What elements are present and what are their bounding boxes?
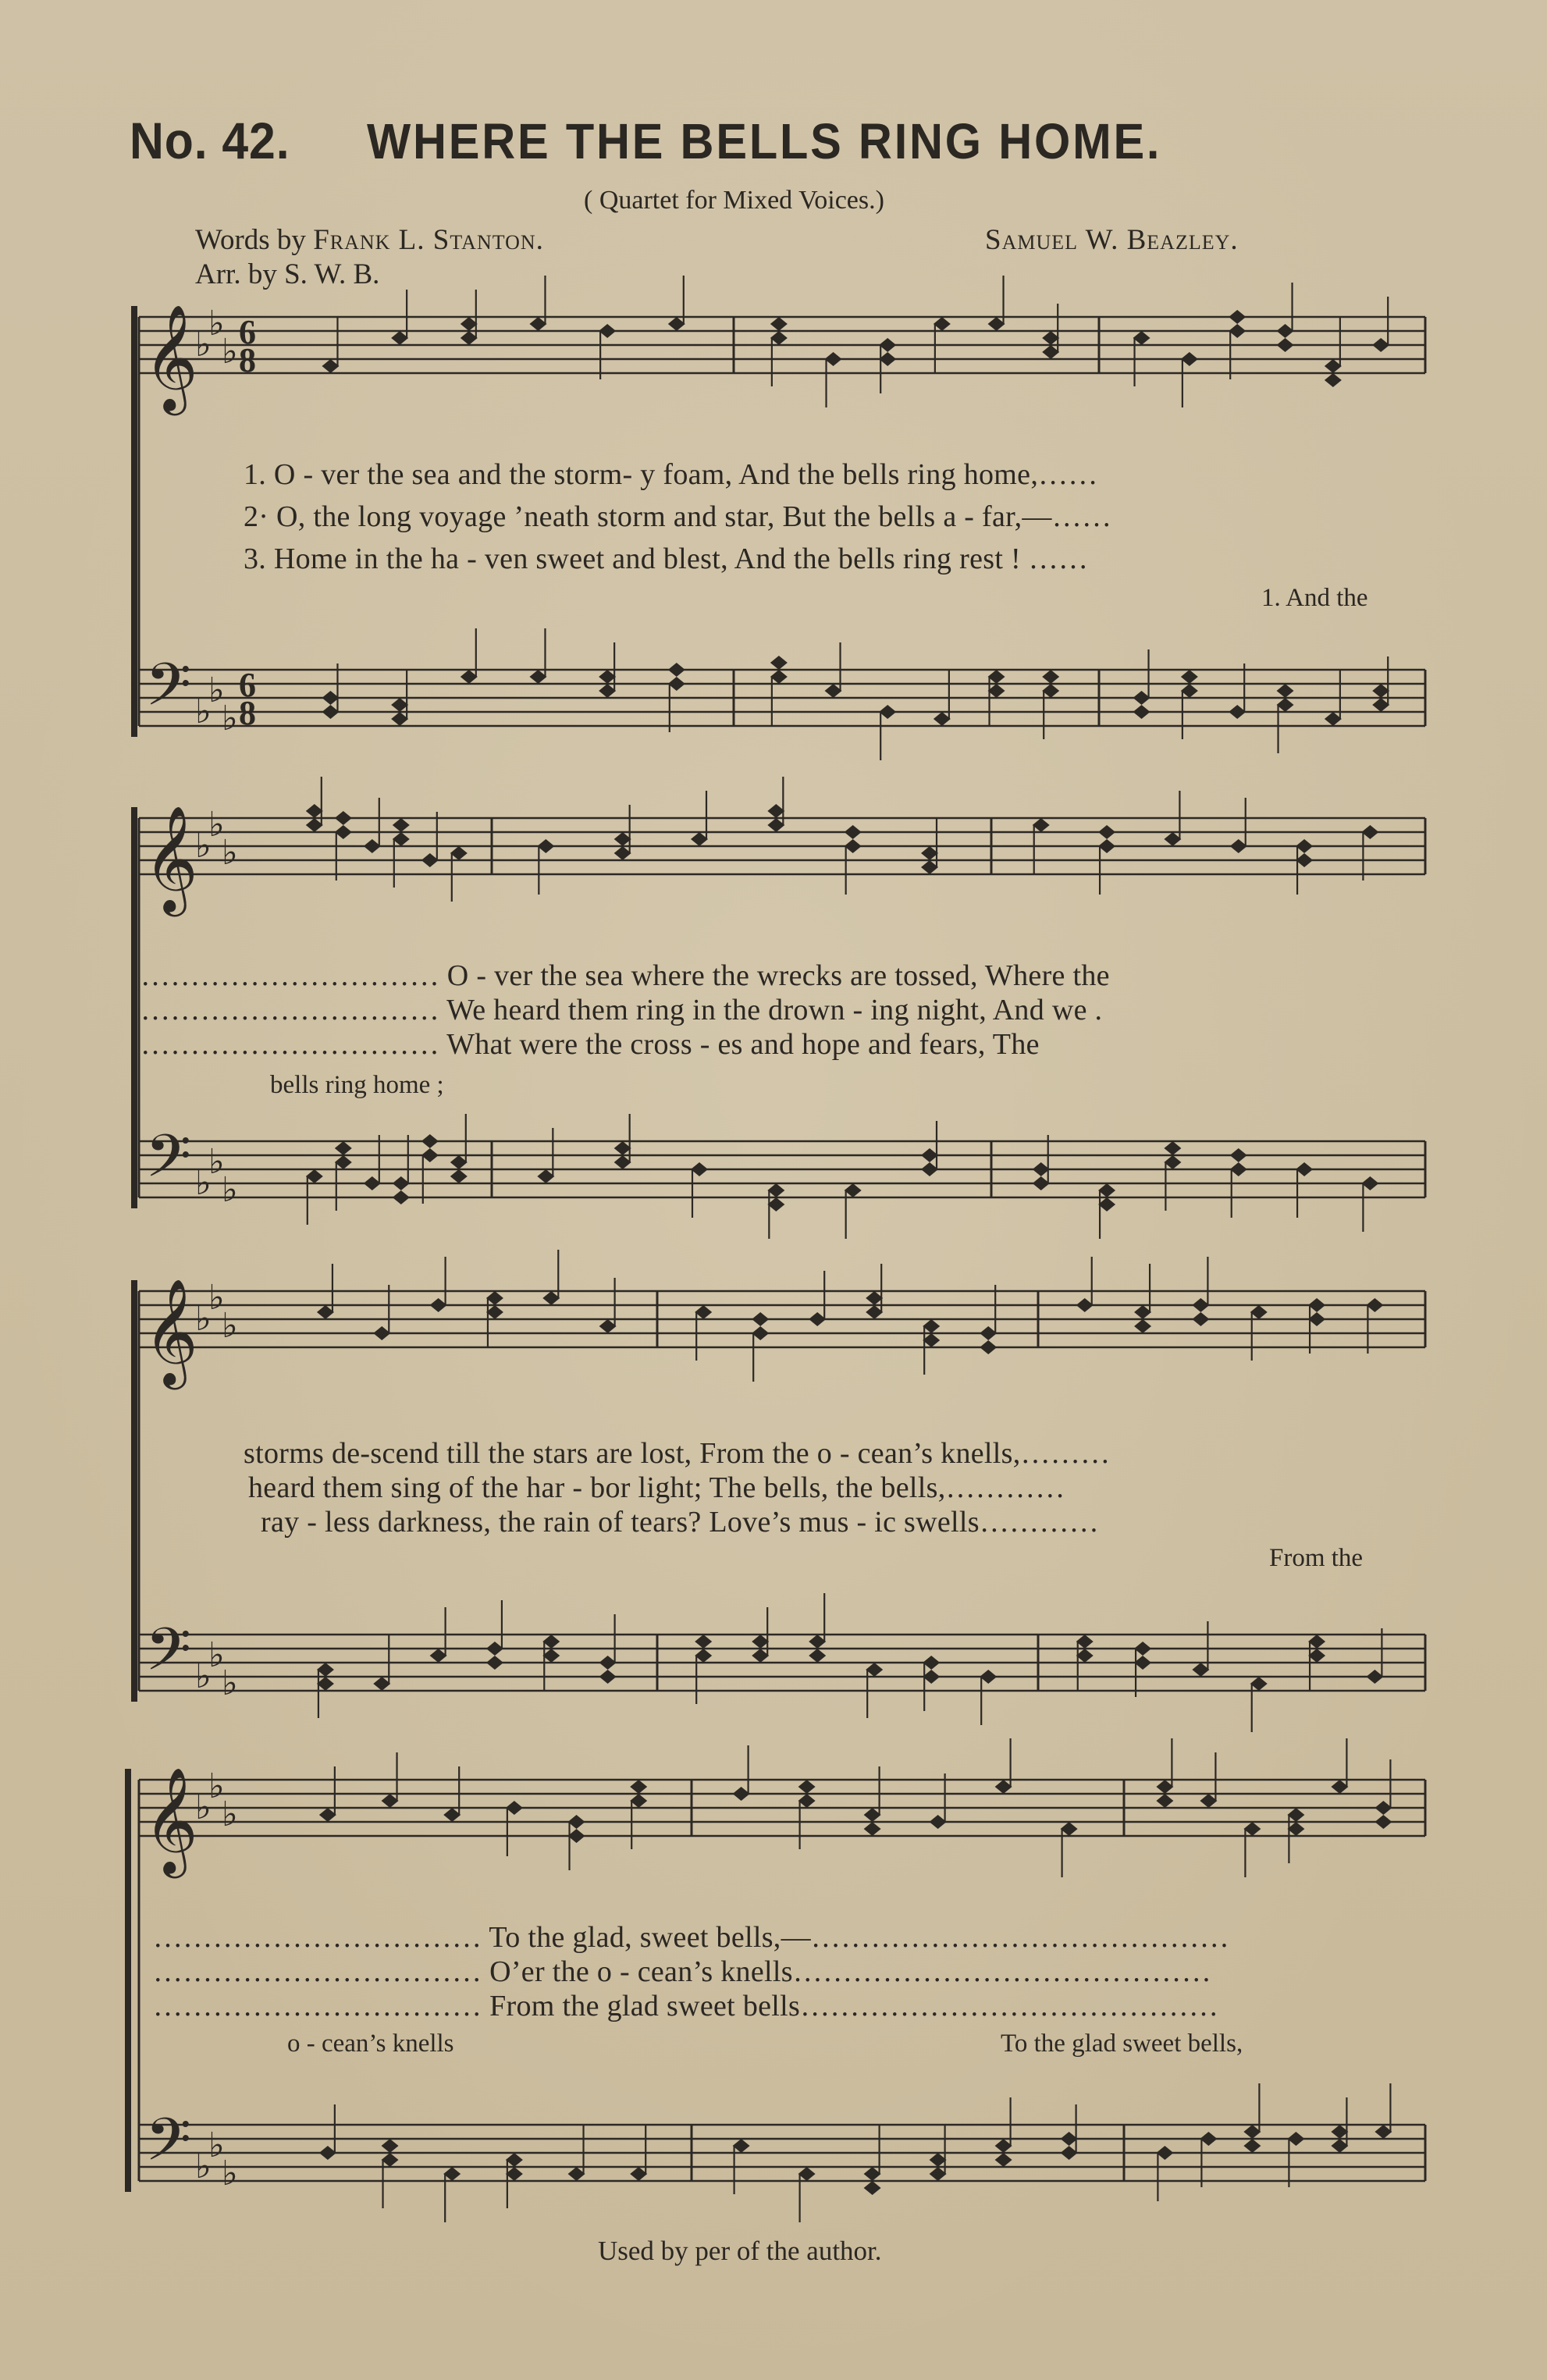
note-head	[1331, 2139, 1348, 2153]
note-head	[1181, 684, 1198, 698]
flat-icon: ♭	[222, 1170, 238, 1210]
system-3-verse-3: ray - less darkness, the rain of tears? Love’s mus - ic swells…………	[261, 1506, 1100, 1539]
note-head	[923, 1656, 940, 1670]
note-head	[486, 1656, 503, 1670]
note-head	[542, 1635, 560, 1649]
note-head	[995, 2139, 1012, 2153]
note-head	[450, 1155, 468, 1169]
note-head	[1375, 2125, 1392, 2139]
note-head	[322, 691, 339, 705]
note-head	[845, 825, 862, 839]
note-head	[630, 1780, 647, 1794]
system-3-verse-1: storms de-scend till the stars are lost, From the o - cean’s knells,………	[244, 1437, 1111, 1470]
note-head	[1098, 1183, 1115, 1197]
note-head	[866, 1305, 883, 1319]
note-head	[1372, 338, 1389, 352]
system-1-verse-2: 2· O, the long voyage ’neath storm and star, But the bells a - far,—……	[244, 500, 1112, 533]
note-head	[1181, 670, 1198, 684]
flat-icon: ♭	[208, 2126, 225, 2165]
flat-icon: ♭	[208, 1278, 225, 1318]
note-head	[319, 2146, 336, 2160]
note-head	[1296, 839, 1313, 853]
note-head	[988, 317, 1005, 331]
note-head	[1243, 2125, 1261, 2139]
note-head	[1361, 825, 1378, 839]
note-head	[980, 1670, 997, 1684]
flat-icon: ♭	[208, 1635, 225, 1675]
note-head	[393, 1176, 410, 1190]
note-head	[1277, 338, 1294, 352]
note-head	[542, 1649, 560, 1663]
note-head	[1366, 1298, 1383, 1312]
note-head	[443, 2167, 461, 2181]
note-head	[866, 1663, 883, 1677]
note-head	[542, 1291, 560, 1305]
treble-clef-icon: 𝄞	[144, 303, 198, 411]
note-head	[1229, 324, 1246, 338]
note-head	[317, 1677, 334, 1691]
treble-clef-icon: 𝄞	[144, 1277, 198, 1385]
note-head	[450, 1169, 468, 1183]
note-head	[845, 1183, 862, 1197]
note-head	[668, 677, 685, 691]
note-head	[1156, 2146, 1173, 2160]
flat-icon: ♭	[222, 2154, 238, 2193]
note-head	[1308, 1312, 1325, 1326]
bass-clef-icon: 𝄢	[145, 650, 192, 734]
note-head	[1331, 1780, 1348, 1794]
note-head	[752, 1649, 769, 1663]
note-head	[1200, 2132, 1217, 2146]
note-head	[421, 1148, 439, 1162]
note-head	[1164, 1155, 1181, 1169]
note-head	[1375, 1815, 1392, 1829]
note-head	[1372, 698, 1389, 712]
note-head	[1076, 1649, 1094, 1663]
note-head	[599, 1656, 617, 1670]
note-head	[393, 832, 410, 846]
note-head	[506, 1801, 523, 1815]
permission-note: Used by per of the author.	[598, 2236, 882, 2266]
note-head	[322, 359, 339, 373]
note-head	[1134, 1305, 1151, 1319]
note-head	[733, 2139, 750, 2153]
note-head	[568, 1815, 585, 1829]
note-head	[335, 825, 352, 839]
flat-icon: ♭	[195, 325, 212, 365]
note-head	[1325, 712, 1342, 726]
note-head	[995, 2153, 1012, 2167]
note-head	[1230, 839, 1247, 853]
note-head	[599, 324, 616, 338]
note-head	[1181, 352, 1198, 366]
note-head	[630, 2167, 647, 2181]
bass-clef-icon: 𝄢	[145, 2105, 192, 2189]
note-head	[825, 352, 842, 366]
note-head	[1250, 1305, 1268, 1319]
note-head	[1229, 310, 1246, 324]
flat-icon: ♭	[222, 699, 238, 738]
note-head	[767, 818, 784, 832]
note-head	[691, 832, 708, 846]
note-head	[752, 1312, 769, 1326]
flat-icon: ♭	[222, 332, 238, 372]
note-head	[599, 684, 616, 698]
note-head	[335, 811, 352, 825]
note-head	[923, 1670, 940, 1684]
note-head	[845, 839, 862, 853]
system-4-cue-right: To the glad sweet bells,	[1001, 2030, 1243, 2058]
note-head	[568, 2167, 585, 2181]
note-head	[980, 1340, 997, 1354]
note-head	[614, 1155, 631, 1169]
note-head	[1230, 1162, 1247, 1176]
note-head	[1250, 1677, 1268, 1691]
note-head	[825, 684, 842, 698]
note-head	[1042, 345, 1059, 359]
system-bracket	[131, 306, 137, 737]
note-head	[306, 1169, 323, 1183]
note-head	[1229, 705, 1246, 719]
time-signature-top: 6	[239, 666, 256, 704]
note-head	[450, 846, 468, 860]
words-by-label: Words by	[195, 224, 306, 256]
note-head	[373, 1677, 390, 1691]
flat-icon: ♭	[195, 1656, 212, 1696]
note-head	[1200, 1794, 1217, 1808]
flat-icon: ♭	[208, 1766, 225, 1806]
system-2-verse-3: ………………………… What were the cross - es and hope and fears, The	[140, 1028, 1040, 1061]
note-head	[1243, 1822, 1261, 1836]
note-head	[486, 1642, 503, 1656]
note-head	[537, 839, 554, 853]
flat-icon: ♭	[195, 2147, 212, 2186]
note-head	[1277, 698, 1294, 712]
note-head	[1372, 684, 1389, 698]
note-head	[1296, 1162, 1313, 1176]
note-head	[630, 1794, 647, 1808]
note-head	[1042, 684, 1059, 698]
system-2-verse-2: ………………………… We heard them ring in the drown - ing night, And we .	[140, 994, 1103, 1026]
bass-clef-icon: 𝄢	[145, 1615, 192, 1699]
note-head	[866, 1291, 883, 1305]
note-head	[364, 839, 381, 853]
note-head	[770, 656, 788, 670]
system-1-verse-3: 3. Home in the ha - ven sweet and blest, And the bells ring rest ! ……	[244, 543, 1089, 575]
system-2-verse-1: ………………………… O - ver the sea where the wrecks are tossed, Where the	[140, 959, 1110, 992]
note-head	[1134, 1656, 1151, 1670]
note-head	[461, 670, 478, 684]
note-head	[767, 1197, 784, 1211]
note-head	[391, 331, 408, 345]
note-head	[443, 1808, 461, 1822]
time-signature-top: 6	[239, 313, 256, 351]
note-head	[599, 1319, 617, 1333]
flat-icon: ♭	[208, 304, 225, 343]
note-head	[1098, 825, 1115, 839]
note-head	[767, 804, 784, 818]
system-3-verse-2: heard them sing of the har - bor light; The bells, the bells,…………	[248, 1471, 1065, 1504]
note-head	[995, 1780, 1012, 1794]
bass-clef-icon: 𝄢	[145, 1122, 192, 1205]
note-head	[668, 317, 685, 331]
note-head	[1243, 2139, 1261, 2153]
treble-clef-icon: 𝄞	[144, 804, 198, 912]
note-head	[864, 2167, 881, 2181]
note-head	[1192, 1298, 1209, 1312]
note-head	[1308, 1298, 1325, 1312]
system-1-cue: 1. And the	[1261, 584, 1368, 612]
note-head	[599, 1670, 617, 1684]
flat-icon: ♭	[195, 692, 212, 731]
note-head	[1277, 684, 1294, 698]
note-head	[537, 1169, 554, 1183]
note-head	[1033, 1176, 1050, 1190]
note-head	[1366, 1670, 1383, 1684]
note-head	[529, 317, 546, 331]
flat-icon: ♭	[222, 833, 238, 873]
note-head	[934, 317, 951, 331]
note-head	[1296, 853, 1313, 867]
note-head	[1134, 1319, 1151, 1333]
note-head	[695, 1649, 712, 1663]
note-head	[879, 338, 896, 352]
note-head	[934, 712, 951, 726]
note-head	[317, 1663, 334, 1677]
note-head	[614, 832, 631, 846]
note-head	[1308, 1635, 1325, 1649]
note-head	[695, 1305, 712, 1319]
note-head	[393, 1190, 410, 1204]
note-head	[752, 1326, 769, 1340]
note-head	[930, 2167, 947, 2181]
note-head	[1287, 1808, 1304, 1822]
note-head	[306, 818, 323, 832]
note-head	[382, 2139, 399, 2153]
note-head	[1042, 670, 1059, 684]
note-head	[1061, 2146, 1078, 2160]
note-head	[809, 1312, 826, 1326]
note-head	[1134, 1642, 1151, 1656]
note-head	[921, 846, 938, 860]
note-head	[1325, 373, 1342, 387]
note-head	[691, 1162, 708, 1176]
hymn-title: WHERE THE BELLS RING HOME.	[367, 113, 1162, 169]
note-head	[421, 853, 439, 867]
note-head	[1098, 1197, 1115, 1211]
note-head	[980, 1326, 997, 1340]
note-head	[391, 712, 408, 726]
note-head	[1361, 1176, 1378, 1190]
flat-icon: ♭	[195, 1788, 212, 1827]
note-head	[373, 1326, 390, 1340]
note-head	[529, 670, 546, 684]
note-head	[506, 2153, 523, 2167]
flat-icon: ♭	[195, 826, 212, 866]
note-head	[568, 1829, 585, 1843]
system-bracket	[131, 807, 137, 1208]
note-head	[382, 2153, 399, 2167]
note-head	[770, 670, 788, 684]
flat-icon: ♭	[195, 1163, 212, 1203]
note-head	[614, 846, 631, 860]
note-head	[317, 1305, 334, 1319]
note-head	[770, 331, 788, 345]
note-head	[1076, 1635, 1094, 1649]
system-4-verse-3: …………………………… From the glad sweet bells……………………………………	[153, 1990, 1219, 2022]
note-head	[767, 1183, 784, 1197]
flat-icon: ♭	[195, 1299, 212, 1339]
hymn-number: No. 42.	[130, 112, 290, 169]
note-head	[335, 1155, 352, 1169]
note-head	[1164, 832, 1181, 846]
note-head	[695, 1635, 712, 1649]
note-head	[486, 1305, 503, 1319]
note-head	[988, 684, 1005, 698]
system-bracket	[131, 1280, 137, 1702]
note-head	[879, 705, 896, 719]
flat-icon: ♭	[208, 1142, 225, 1182]
note-head	[1076, 1298, 1094, 1312]
note-head	[430, 1298, 447, 1312]
system-4-cue-left: o - cean’s knells	[287, 2030, 454, 2058]
note-head	[1133, 331, 1150, 345]
system-1-verse-1: 1. O - ver the sea and the storm- y foam, And the bells ring home,……	[244, 458, 1098, 491]
note-head	[1061, 2132, 1078, 2146]
flat-icon: ♭	[222, 1795, 238, 1834]
note-head	[461, 317, 478, 331]
note-head	[1287, 1822, 1304, 1836]
note-head	[1331, 2125, 1348, 2139]
flat-icon: ♭	[208, 671, 225, 710]
note-head	[1156, 1780, 1173, 1794]
note-head	[335, 1141, 352, 1155]
note-head	[809, 1649, 826, 1663]
note-head	[921, 1162, 938, 1176]
note-head	[1164, 1141, 1181, 1155]
note-head	[1156, 1794, 1173, 1808]
note-head	[930, 1815, 947, 1829]
note-head	[306, 804, 323, 818]
note-head	[599, 670, 616, 684]
note-head	[864, 2181, 881, 2195]
note-head	[879, 352, 896, 366]
note-head	[1287, 2132, 1304, 2146]
note-head	[752, 1635, 769, 1649]
note-head	[486, 1291, 503, 1305]
note-head	[930, 2153, 947, 2167]
note-head	[364, 1176, 381, 1190]
note-head	[921, 860, 938, 874]
treble-clef-icon: 𝄞	[144, 1766, 198, 1873]
system-2-cue: bells ring home ;	[270, 1071, 444, 1099]
voicing-subtitle: ( Quartet for Mixed Voices.)	[584, 186, 884, 215]
note-head	[864, 1822, 881, 1836]
note-head	[391, 698, 408, 712]
note-head	[421, 1134, 439, 1148]
note-head	[1033, 1162, 1050, 1176]
flat-icon: ♭	[208, 805, 225, 845]
note-head	[1192, 1312, 1209, 1326]
system-bracket	[125, 1769, 131, 2192]
note-head	[798, 2167, 816, 2181]
note-head	[923, 1319, 940, 1333]
note-head	[1061, 1822, 1078, 1836]
flat-icon: ♭	[222, 1663, 238, 1703]
note-head	[319, 1808, 336, 1822]
system-4-verse-2: …………………………… O’er the o - cean’s knells……………………………………	[153, 1955, 1212, 1988]
note-head	[1033, 818, 1050, 832]
note-head	[506, 2167, 523, 2181]
note-head	[1375, 1801, 1392, 1815]
flat-icon: ♭	[222, 1306, 238, 1346]
note-head	[809, 1635, 826, 1649]
note-head	[733, 1787, 750, 1801]
note-head	[1133, 705, 1150, 719]
note-head	[1230, 1148, 1247, 1162]
note-head	[864, 1808, 881, 1822]
note-head	[1308, 1649, 1325, 1663]
note-head	[770, 317, 788, 331]
note-head	[921, 1148, 938, 1162]
note-head	[923, 1333, 940, 1347]
note-head	[798, 1794, 816, 1808]
note-head	[430, 1649, 447, 1663]
note-head	[668, 663, 685, 677]
note-head	[798, 1780, 816, 1794]
note-head	[1192, 1663, 1209, 1677]
system-3-cue: From the	[1269, 1544, 1364, 1572]
time-signature-bottom: 8	[239, 341, 256, 379]
note-head	[1325, 359, 1342, 373]
note-head	[1277, 324, 1294, 338]
note-head	[393, 818, 410, 832]
note-head	[614, 1141, 631, 1155]
note-head	[382, 1794, 399, 1808]
time-signature-bottom: 8	[239, 694, 256, 732]
arranger-credit: Arr. by S. W. B.	[195, 258, 380, 290]
composer-credit: Samuel W. Beazley.	[985, 224, 1239, 256]
note-head	[1098, 839, 1115, 853]
system-4-verse-1: …………………………… To the glad, sweet bells,—……………………………………	[153, 1921, 1230, 1954]
note-head	[461, 331, 478, 345]
note-head	[988, 670, 1005, 684]
lyricist-name: Frank L. Stanton.	[313, 224, 544, 256]
note-head	[322, 705, 339, 719]
note-head	[1042, 331, 1059, 345]
note-head	[1133, 691, 1150, 705]
